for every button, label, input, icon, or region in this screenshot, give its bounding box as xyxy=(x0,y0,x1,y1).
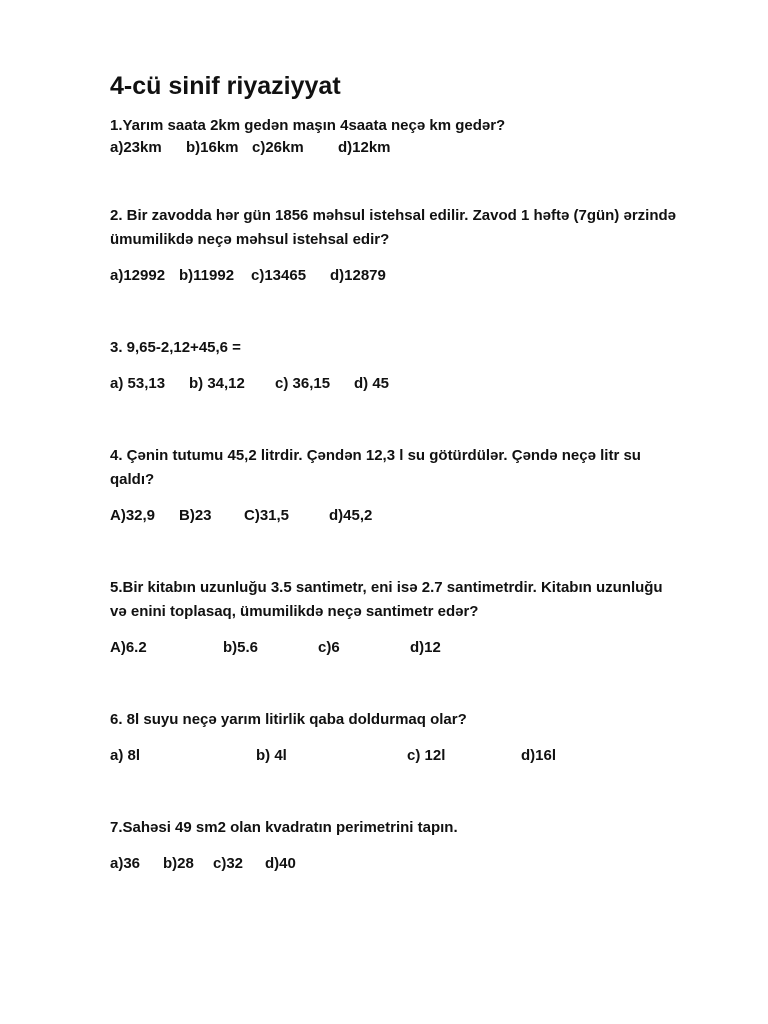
question-2-option-c: c)13465 xyxy=(251,267,307,284)
question-6-option-b: b) 4l xyxy=(256,747,287,764)
question-4-text-line-2: qaldı? xyxy=(110,471,155,488)
question-5-option-d: d)12 xyxy=(410,639,441,656)
question-1-option-c: c)26km xyxy=(252,139,304,156)
question-5-option-b: b)5.6 xyxy=(223,639,259,656)
question-6-option-d: d)16l xyxy=(521,747,557,764)
page-title: 4-cü sinif riyaziyyat xyxy=(110,72,341,100)
question-3-option-a: a) 53,13 xyxy=(110,375,166,392)
question-3-option-b: b) 34,12 xyxy=(189,375,245,392)
question-4-option-b: B)23 xyxy=(179,507,212,524)
question-1-option-b: b)16km xyxy=(186,139,239,156)
question-2-option-d: d)12879 xyxy=(330,267,386,284)
question-1-option-a: a)23km xyxy=(110,139,162,156)
question-5-text-line-2: və enini toplasaq, ümumilikdə neçə santimetr edər? xyxy=(110,603,479,620)
question-5-option-c: c)6 xyxy=(318,639,340,656)
question-2-text-line-2: ümumilikdə neçə məhsul istehsal edir? xyxy=(110,231,390,248)
question-7-option-b: b)28 xyxy=(163,855,194,872)
question-6-option-c: c) 12l xyxy=(407,747,446,764)
question-5-option-a: A)6.2 xyxy=(110,639,147,656)
question-4-option-a: A)32,9 xyxy=(110,507,156,524)
question-6-text: 6. 8l suyu neçə yarım litirlik qaba doldurmaq olar? xyxy=(110,711,467,728)
question-2-option-b: b)11992 xyxy=(179,267,235,284)
question-4-option-c: C)31,5 xyxy=(244,507,290,524)
question-7-option-c: c)32 xyxy=(213,855,244,872)
question-3-text: 3. 9,65-2,12+45,6 = xyxy=(110,339,241,356)
question-3-option-c: c) 36,15 xyxy=(275,375,331,392)
question-7-text: 7.Sahəsi 49 sm2 olan kvadratın perimetrini tapın. xyxy=(110,819,458,836)
question-4-text-line-1: 4. Çənin tutumu 45,2 litrdir. Çəndən 12,3 l su götürdülər. Çəndə neçə litr su xyxy=(110,447,641,464)
question-2-option-a: a)12992 xyxy=(110,267,166,284)
question-7-option-d: d)40 xyxy=(265,855,296,872)
question-6-option-a: a) 8l xyxy=(110,747,141,764)
question-3-option-d: d) 45 xyxy=(354,375,390,392)
question-1-text: 1.Yarım saata 2km gedən maşın 4saata neçə km gedər? xyxy=(110,117,506,134)
question-2-text-line-1: 2. Bir zavodda hər gün 1856 məhsul istehsal edilir. Zavod 1 həftə (7gün) ərzində xyxy=(110,207,676,224)
question-4-option-d: d)45,2 xyxy=(329,507,373,524)
question-5-text-line-1: 5.Bir kitabın uzunluğu 3.5 santimetr, eni isə 2.7 santimetrdir. Kitabın uzunluğu xyxy=(110,579,663,596)
question-1-option-d: d)12km xyxy=(338,139,391,156)
question-7-option-a: a)36 xyxy=(110,855,141,872)
